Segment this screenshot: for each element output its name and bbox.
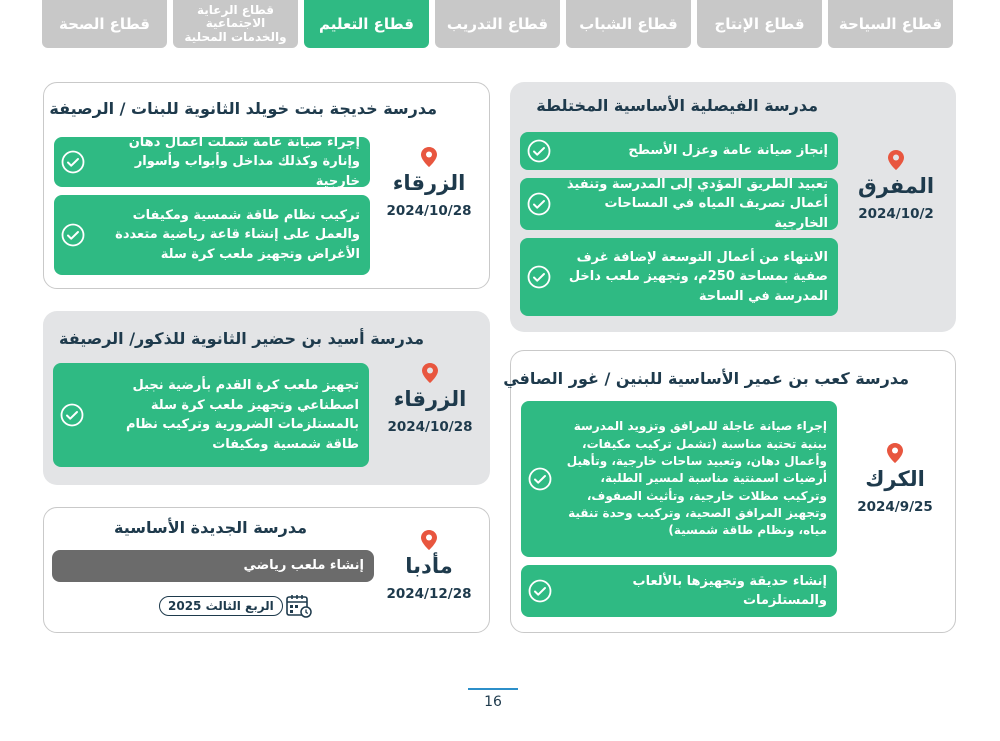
- city-name: المفرق: [857, 174, 935, 198]
- school-card-jadida: [43, 507, 490, 633]
- project-item: تجهيز ملعب كرة القدم بأرضية نجيل اصطناعي وتجهيز ملعب كرة سلة بالمستلزمات الضرورية وتركيب نظام طاقة شمسية ومكيفات: [53, 363, 369, 467]
- tab-training[interactable]: قطاع التدريب: [435, 0, 560, 48]
- project-item: إنشاء ملعب رياضي: [52, 550, 374, 582]
- location-block: [379, 530, 479, 602]
- school-title: مدرسة خديجة بنت خويلد الثانوية للبنات / الرصيفة: [49, 99, 437, 118]
- city-name: الكرك: [865, 467, 925, 491]
- visit-date: 2024/10/28: [386, 203, 472, 219]
- calendar-icon: [286, 594, 312, 618]
- city-name: مأدبا: [405, 554, 453, 578]
- school-card-khadija: [43, 82, 490, 289]
- sector-tabs: [42, 0, 953, 48]
- tab-health[interactable]: قطاع الصحة: [42, 0, 167, 48]
- location-block: [379, 147, 479, 219]
- project-item: إنشاء حديقة وتجهيزها بالألعاب والمستلزمات: [521, 565, 837, 617]
- location-pin-icon: [887, 443, 903, 463]
- school-title: مدرسة الجديدة الأساسية: [113, 518, 307, 537]
- city-name: الزرقاء: [392, 171, 466, 195]
- visit-date: 2024/10/2: [858, 206, 934, 222]
- check-circle-icon: [60, 403, 84, 427]
- city-name: الزرقاء: [393, 387, 467, 411]
- location-pin-icon: [422, 363, 438, 383]
- check-circle-icon: [527, 192, 551, 216]
- tab-tourism[interactable]: قطاع السياحة: [828, 0, 953, 48]
- location-block: [380, 363, 480, 435]
- check-circle-icon: [61, 150, 85, 174]
- quarter-label: الربع الثالث 2025: [159, 596, 283, 616]
- tab-youth[interactable]: قطاع الشباب: [566, 0, 691, 48]
- tab-education[interactable]: قطاع التعليم: [304, 0, 429, 48]
- check-circle-icon: [527, 265, 551, 289]
- project-item: تعبيد الطريق المؤدي إلى المدرسة وتنفيذ أعمال تصريف المياه في المساحات الخارجية: [520, 178, 838, 230]
- school-card-faisaliya: [510, 82, 956, 332]
- visit-date: 2024/10/28: [387, 419, 473, 435]
- location-block: [846, 150, 946, 222]
- school-title: مدرسة الفيصلية الأساسية المختلطة: [536, 96, 818, 115]
- school-card-usaid: [43, 311, 490, 485]
- location-block: [845, 443, 945, 515]
- expected-quarter: [159, 594, 312, 618]
- project-item: تركيب نظام طاقة شمسية ومكيفات والعمل على إنشاء قاعة رياضية متعددة الأغراض وتجهيز ملعب كرة سلة: [54, 195, 370, 275]
- check-circle-icon: [527, 139, 551, 163]
- check-circle-icon: [61, 223, 85, 247]
- footer-divider: [468, 688, 518, 690]
- visit-date: 2024/12/28: [386, 586, 472, 602]
- project-item: الانتهاء من أعمال التوسعة لإضافة غرف صفية بمساحة 250م، وتجهيز ملعب داخل المدرسة في الساحة: [520, 238, 838, 316]
- location-pin-icon: [888, 150, 904, 170]
- location-pin-icon: [421, 530, 437, 550]
- project-item: إنجاز صيانة عامة وعزل الأسطح: [520, 132, 838, 170]
- school-title: مدرسة كعب بن عمير الأساسية للبنين / غور الصافي: [503, 369, 909, 388]
- location-pin-icon: [421, 147, 437, 167]
- school-title: مدرسة أسيد بن حضير الثانوية للذكور/ الرصيفة: [58, 329, 424, 348]
- check-circle-icon: [528, 579, 552, 603]
- tab-social-care[interactable]: قطاع الرعاية الاجتماعية والخدمات المحلية: [173, 0, 298, 48]
- project-item: إجراء صيانة عامة شملت أعمال دهان وإنارة وكذلك مداخل وأبواب وأسوار خارجية: [54, 137, 370, 187]
- school-card-kaab: [503, 350, 956, 633]
- tab-production[interactable]: قطاع الإنتاج: [697, 0, 822, 48]
- check-circle-icon: [528, 467, 552, 491]
- project-item: إجراء صيانة عاجلة للمرافق وتزويد المدرسة ببنية تحتية مناسبة (تشمل تركيب مكيفات، وأعمال دهان، وتعبيد ساحات خارجية، وتأهيل أرضيات اسمنتية مناسبة لمسير الطلبة، وتركيب مظلات خارجية، وتأثيث الصفوف، وتجهيز المرافق الصحية، وتركيب وحدة تنقية مياه، ونظام طاقة شمسية): [521, 401, 837, 557]
- page-number: 16: [484, 694, 502, 710]
- visit-date: 2024/9/25: [857, 499, 933, 515]
